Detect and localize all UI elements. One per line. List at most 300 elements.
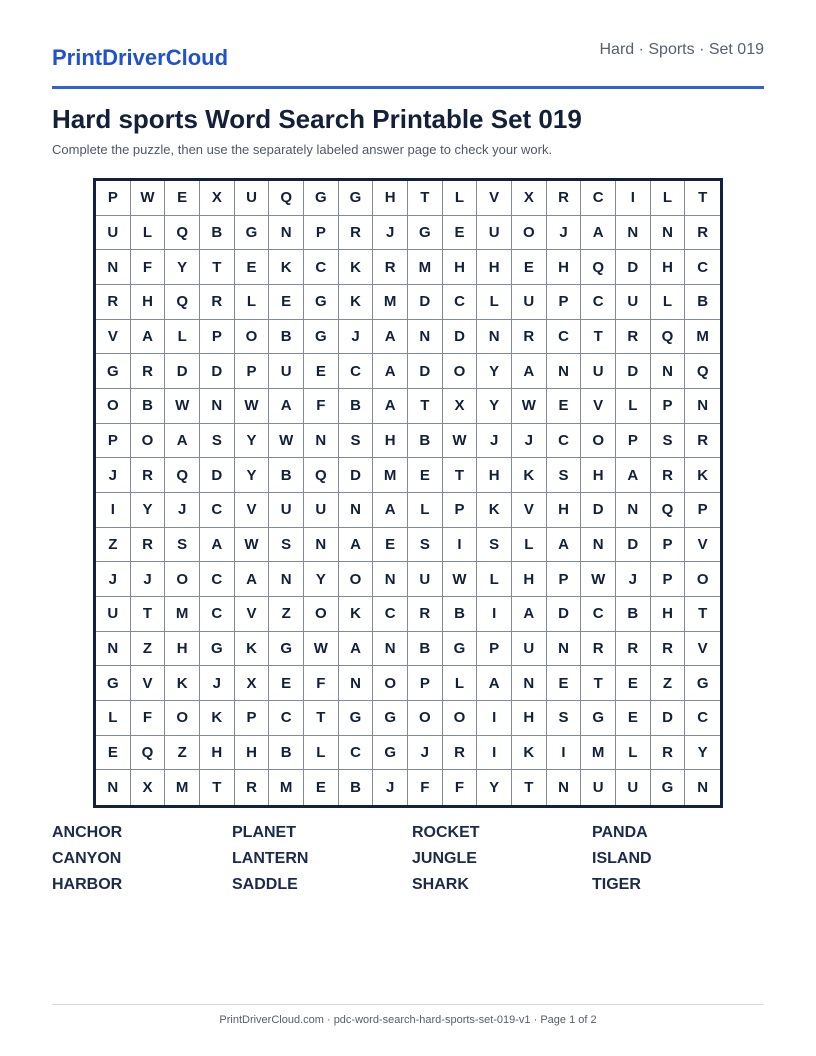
grid-cell: F <box>131 701 166 736</box>
grid-cell: X <box>512 181 547 216</box>
grid-cell: N <box>304 528 339 563</box>
grid-cell: G <box>339 181 374 216</box>
grid-cell: S <box>339 424 374 459</box>
grid-cell: U <box>96 216 131 251</box>
grid-cell: K <box>235 632 270 667</box>
grid-cell: O <box>96 389 131 424</box>
grid-cell: U <box>616 770 651 805</box>
grid-cell: K <box>165 666 200 701</box>
grid-cell: N <box>547 354 582 389</box>
grid-cell: C <box>443 285 478 320</box>
grid-cell: L <box>131 216 166 251</box>
grid-cell: N <box>477 320 512 355</box>
word-list-item: SADDLE <box>232 876 298 893</box>
grid-cell: Q <box>685 354 720 389</box>
grid-cell: R <box>547 181 582 216</box>
grid-cell: U <box>408 562 443 597</box>
grid-cell: B <box>131 389 166 424</box>
grid-cell: D <box>651 701 686 736</box>
grid-cell: N <box>373 562 408 597</box>
grid-cell: N <box>96 770 131 805</box>
word-list-item: ISLAND <box>592 850 652 867</box>
grid-cell: I <box>477 701 512 736</box>
grid-cell: T <box>408 181 443 216</box>
grid-cell: G <box>235 216 270 251</box>
grid-cell: S <box>477 528 512 563</box>
grid-cell: G <box>685 666 720 701</box>
grid-cell: B <box>443 597 478 632</box>
grid-cell: U <box>269 354 304 389</box>
grid-cell: A <box>373 354 408 389</box>
grid-cell: H <box>477 250 512 285</box>
grid-cell: L <box>616 389 651 424</box>
grid-cell: H <box>131 285 166 320</box>
grid-cell: E <box>408 458 443 493</box>
grid-cell: L <box>616 736 651 771</box>
grid-cell: N <box>581 528 616 563</box>
grid-cell: Q <box>131 736 166 771</box>
grid-cell: J <box>131 562 166 597</box>
grid-cell: E <box>373 528 408 563</box>
grid-cell: Z <box>165 736 200 771</box>
grid-cell: N <box>408 320 443 355</box>
grid-cell: Z <box>96 528 131 563</box>
grid-cell: R <box>616 320 651 355</box>
grid-cell: N <box>547 632 582 667</box>
grid-cell: B <box>408 632 443 667</box>
grid-cell: P <box>408 666 443 701</box>
grid-cell: S <box>547 458 582 493</box>
grid-cell: R <box>651 736 686 771</box>
grid-cell: K <box>269 250 304 285</box>
grid-cell: W <box>581 562 616 597</box>
grid-cell: G <box>304 320 339 355</box>
grid-cell: U <box>477 216 512 251</box>
brand-logo[interactable]: PrintDriverCloud <box>52 45 229 70</box>
grid-cell: P <box>477 632 512 667</box>
grid-cell: Q <box>651 320 686 355</box>
grid-cell: J <box>616 562 651 597</box>
grid-cell: R <box>131 354 166 389</box>
grid-cell: S <box>408 528 443 563</box>
grid-cell: G <box>651 770 686 805</box>
grid-cell: C <box>339 736 374 771</box>
grid-cell: O <box>581 424 616 459</box>
grid-cell: Z <box>269 597 304 632</box>
grid-cell: A <box>373 320 408 355</box>
grid-cell: R <box>131 458 166 493</box>
grid-cell: S <box>547 701 582 736</box>
grid-cell: M <box>685 320 720 355</box>
page-footer: PrintDriverCloud.com · pdc-word-search-hard-sports-set-019-v1 · Page 1 of 2 <box>219 1014 597 1026</box>
grid-cell: H <box>547 493 582 528</box>
grid-cell: C <box>339 354 374 389</box>
grid-cell: U <box>235 181 270 216</box>
grid-cell: M <box>165 597 200 632</box>
grid-cell: V <box>685 632 720 667</box>
word-list-item: LANTERN <box>232 850 309 867</box>
grid-cell: C <box>200 597 235 632</box>
grid-cell: R <box>200 285 235 320</box>
grid-cell: P <box>235 354 270 389</box>
grid-cell: K <box>200 701 235 736</box>
grid-cell: E <box>547 666 582 701</box>
grid-cell: M <box>373 458 408 493</box>
grid-cell: O <box>685 562 720 597</box>
grid-cell: I <box>477 736 512 771</box>
grid-cell: L <box>443 181 478 216</box>
grid-cell: E <box>547 389 582 424</box>
grid-cell: R <box>512 320 547 355</box>
grid-cell: W <box>235 528 270 563</box>
grid-cell: N <box>512 666 547 701</box>
grid-cell: L <box>408 493 443 528</box>
grid-cell: A <box>165 424 200 459</box>
word-list-item: TIGER <box>592 876 641 893</box>
grid-cell: N <box>339 666 374 701</box>
grid-cell: L <box>651 181 686 216</box>
grid-cell: X <box>235 666 270 701</box>
grid-cell: E <box>304 354 339 389</box>
grid-cell: N <box>616 493 651 528</box>
grid-cell: F <box>304 666 339 701</box>
grid-cell: G <box>339 701 374 736</box>
grid-cell: A <box>235 562 270 597</box>
grid-cell: B <box>269 458 304 493</box>
grid-cell: D <box>165 354 200 389</box>
grid-cell: A <box>131 320 166 355</box>
grid-cell: C <box>269 701 304 736</box>
grid-cell: Q <box>165 285 200 320</box>
grid-cell: N <box>651 354 686 389</box>
word-list-item: PANDA <box>592 824 648 841</box>
grid-cell: V <box>235 597 270 632</box>
grid-cell: A <box>616 458 651 493</box>
grid-cell: P <box>547 562 582 597</box>
grid-cell: H <box>547 250 582 285</box>
grid-cell: O <box>304 597 339 632</box>
grid-cell: O <box>408 701 443 736</box>
word-search-grid <box>93 178 723 808</box>
grid-cell: W <box>131 181 166 216</box>
grid-cell: R <box>339 216 374 251</box>
grid-cell: T <box>304 701 339 736</box>
grid-cell: L <box>512 528 547 563</box>
grid-cell: I <box>443 528 478 563</box>
grid-cell: R <box>616 632 651 667</box>
grid-cell: H <box>477 458 512 493</box>
grid-cell: V <box>685 528 720 563</box>
grid-cell: S <box>651 424 686 459</box>
grid-cell: V <box>477 181 512 216</box>
grid-cell: T <box>200 770 235 805</box>
grid-cell: F <box>408 770 443 805</box>
grid-cell: J <box>373 216 408 251</box>
grid-cell: Q <box>165 458 200 493</box>
grid-cell: Q <box>651 493 686 528</box>
grid-cell: B <box>408 424 443 459</box>
grid-cell: V <box>235 493 270 528</box>
grid-cell: L <box>165 320 200 355</box>
page-header <box>52 38 764 89</box>
grid-cell: W <box>304 632 339 667</box>
grid-cell: S <box>165 528 200 563</box>
grid-cell: E <box>616 666 651 701</box>
grid-cell: P <box>616 424 651 459</box>
grid-cell: J <box>200 666 235 701</box>
word-list-item: PLANET <box>232 824 296 841</box>
grid-cell: A <box>339 632 374 667</box>
grid-cell: B <box>616 597 651 632</box>
grid-cell: C <box>304 250 339 285</box>
grid-cell: N <box>96 632 131 667</box>
grid-cell: F <box>131 250 166 285</box>
page-title: Hard sports Word Search Printable Set 019 <box>52 104 582 134</box>
grid-cell: D <box>616 354 651 389</box>
grid-cell: D <box>581 493 616 528</box>
grid-cell: P <box>200 320 235 355</box>
grid-cell: M <box>269 770 304 805</box>
grid-cell: G <box>96 666 131 701</box>
grid-cell: W <box>443 424 478 459</box>
word-list-item: HARBOR <box>52 876 123 893</box>
grid-cell: A <box>269 389 304 424</box>
grid-cell: G <box>200 632 235 667</box>
grid-cell: Y <box>235 458 270 493</box>
grid-cell: B <box>269 736 304 771</box>
grid-cell: N <box>651 216 686 251</box>
grid-cell: M <box>373 285 408 320</box>
grid-cell: L <box>651 285 686 320</box>
grid-cell: N <box>616 216 651 251</box>
grid-cell: T <box>131 597 166 632</box>
grid-cell: V <box>581 389 616 424</box>
grid-cell: D <box>547 597 582 632</box>
grid-cell: M <box>408 250 443 285</box>
footer-divider <box>52 1004 764 1005</box>
grid-cell: Q <box>269 181 304 216</box>
grid-cell: B <box>339 770 374 805</box>
word-list-item: ROCKET <box>412 824 480 841</box>
grid-cell: Y <box>685 736 720 771</box>
grid-cell: Y <box>477 354 512 389</box>
grid-cell: E <box>269 666 304 701</box>
grid-cell: P <box>443 493 478 528</box>
grid-cell: W <box>235 389 270 424</box>
grid-cell: S <box>200 424 235 459</box>
grid-cell: H <box>651 250 686 285</box>
grid-cell: N <box>269 216 304 251</box>
grid-cell: G <box>581 701 616 736</box>
grid-cell: V <box>131 666 166 701</box>
grid-cell: N <box>685 389 720 424</box>
grid-cell: A <box>373 389 408 424</box>
grid-cell: J <box>165 493 200 528</box>
grid-cell: U <box>269 493 304 528</box>
grid-cell: L <box>96 701 131 736</box>
grid-cell: J <box>547 216 582 251</box>
grid-cell: C <box>547 424 582 459</box>
grid-cell: C <box>581 285 616 320</box>
grid-cell: W <box>443 562 478 597</box>
grid-cell: I <box>96 493 131 528</box>
grid-cell: O <box>512 216 547 251</box>
grid-cell: P <box>685 493 720 528</box>
grid-cell: T <box>512 770 547 805</box>
grid-cell: C <box>200 493 235 528</box>
grid-cell: J <box>339 320 374 355</box>
grid-cell: E <box>235 250 270 285</box>
grid-cell: Y <box>304 562 339 597</box>
grid-cell: M <box>581 736 616 771</box>
grid-cell: L <box>477 285 512 320</box>
grid-cell: H <box>200 736 235 771</box>
grid-cell: P <box>651 389 686 424</box>
grid-cell: H <box>651 597 686 632</box>
grid-cell: B <box>269 320 304 355</box>
grid-cell: E <box>443 216 478 251</box>
grid-cell: P <box>547 285 582 320</box>
grid-cell: C <box>200 562 235 597</box>
grid-cell: T <box>581 666 616 701</box>
grid-cell: Y <box>235 424 270 459</box>
grid-cell: T <box>581 320 616 355</box>
grid-cell: K <box>512 736 547 771</box>
grid-cell: M <box>165 770 200 805</box>
grid-cell: I <box>547 736 582 771</box>
grid-cell: U <box>304 493 339 528</box>
grid-cell: R <box>651 458 686 493</box>
grid-cell: O <box>339 562 374 597</box>
grid-cell: L <box>443 666 478 701</box>
grid-cell: H <box>235 736 270 771</box>
grid-cell: G <box>269 632 304 667</box>
word-list-item: ANCHOR <box>52 824 123 841</box>
grid-cell: R <box>235 770 270 805</box>
word-list-item: SHARK <box>412 876 469 893</box>
word-list-item: CANYON <box>52 850 122 867</box>
grid-cell: L <box>477 562 512 597</box>
grid-cell: Y <box>477 770 512 805</box>
grid-cell: K <box>339 285 374 320</box>
grid-cell: J <box>512 424 547 459</box>
grid-cell: R <box>131 528 166 563</box>
grid-cell: N <box>547 770 582 805</box>
grid-cell: B <box>200 216 235 251</box>
grid-cell: J <box>373 770 408 805</box>
grid-cell: H <box>512 701 547 736</box>
grid-cell: H <box>373 424 408 459</box>
grid-cell: V <box>512 493 547 528</box>
grid-cell: N <box>339 493 374 528</box>
grid-cell: K <box>339 597 374 632</box>
grid-cell: G <box>304 285 339 320</box>
grid-cell: O <box>131 424 166 459</box>
grid-cell: R <box>373 250 408 285</box>
grid-cell: Q <box>304 458 339 493</box>
grid-cell: O <box>165 701 200 736</box>
grid-cell: K <box>477 493 512 528</box>
grid-cell: E <box>304 770 339 805</box>
grid-cell: A <box>547 528 582 563</box>
grid-cell: W <box>269 424 304 459</box>
word-list <box>52 824 772 894</box>
grid-cell: H <box>165 632 200 667</box>
grid-cell: A <box>200 528 235 563</box>
grid-cell: U <box>96 597 131 632</box>
grid-cell: E <box>269 285 304 320</box>
grid-cell: R <box>651 632 686 667</box>
grid-cell: Y <box>477 389 512 424</box>
grid-cell: X <box>200 181 235 216</box>
grid-cell: R <box>581 632 616 667</box>
grid-cell: U <box>581 770 616 805</box>
grid-cell: L <box>235 285 270 320</box>
grid-cell: E <box>512 250 547 285</box>
grid-cell: R <box>685 424 720 459</box>
grid-cell: V <box>96 320 131 355</box>
grid-cell: T <box>408 389 443 424</box>
grid-cell: R <box>408 597 443 632</box>
grid-cell: E <box>96 736 131 771</box>
grid-cell: N <box>96 250 131 285</box>
grid-cell: A <box>477 666 512 701</box>
grid-cell: P <box>304 216 339 251</box>
grid-cell: C <box>685 250 720 285</box>
grid-cell: A <box>339 528 374 563</box>
grid-cell: C <box>581 181 616 216</box>
grid-cell: K <box>512 458 547 493</box>
grid-cell: L <box>304 736 339 771</box>
grid-cell: Z <box>131 632 166 667</box>
grid-cell: T <box>443 458 478 493</box>
grid-cell: G <box>443 632 478 667</box>
grid-cell: N <box>373 632 408 667</box>
grid-cell: B <box>339 389 374 424</box>
grid-cell: D <box>200 354 235 389</box>
grid-cell: Q <box>581 250 616 285</box>
grid-cell: K <box>685 458 720 493</box>
grid-cell: P <box>651 528 686 563</box>
grid-cell: E <box>616 701 651 736</box>
grid-cell: G <box>304 181 339 216</box>
grid-cell: P <box>96 181 131 216</box>
grid-cell: P <box>235 701 270 736</box>
grid-cell: I <box>616 181 651 216</box>
grid-cell: P <box>651 562 686 597</box>
grid-cell: U <box>512 285 547 320</box>
word-list-item: JUNGLE <box>412 850 477 867</box>
grid-cell: K <box>339 250 374 285</box>
grid-cell: S <box>269 528 304 563</box>
grid-cell: G <box>373 701 408 736</box>
grid-cell: C <box>685 701 720 736</box>
grid-cell: G <box>408 216 443 251</box>
grid-cell: H <box>581 458 616 493</box>
grid-cell: O <box>235 320 270 355</box>
grid-cell: U <box>616 285 651 320</box>
grid-cell: T <box>685 597 720 632</box>
page-subtitle: Complete the puzzle, then use the separately labeled answer page to check your work. <box>52 142 553 157</box>
grid-cell: F <box>443 770 478 805</box>
grid-cell: R <box>685 216 720 251</box>
grid-cell: H <box>443 250 478 285</box>
grid-cell: D <box>616 250 651 285</box>
grid-cell: D <box>339 458 374 493</box>
grid-cell: Z <box>651 666 686 701</box>
grid-cell: O <box>443 354 478 389</box>
grid-cell: A <box>512 354 547 389</box>
